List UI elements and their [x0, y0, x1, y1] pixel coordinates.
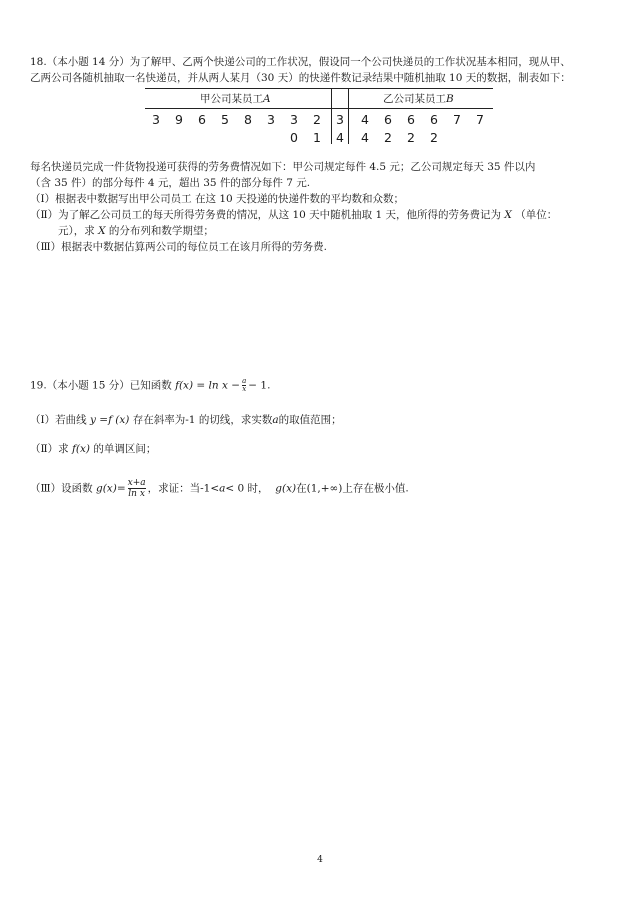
leaf-a: 6 — [198, 112, 206, 127]
q18-line1: 18.（本小题 14 分）为了解甲、乙两个快递公司的工作状况，假设同一个公司快递员的工作状况基本相同，现从甲、 — [30, 56, 571, 68]
leaf-a: 3 — [152, 112, 160, 127]
table-top-rule — [145, 88, 493, 89]
leaf-a: 1 — [313, 130, 321, 145]
q18-line4: （含 35 件）的部分每件 4 元，超出 35 件的部分每件 7 元. — [30, 177, 311, 189]
page-number: 4 — [317, 855, 323, 865]
leaf-a: 3 — [290, 112, 298, 127]
leaf-b: 2 — [430, 130, 438, 145]
leaf-a: 9 — [175, 112, 183, 127]
q18-line3: 每名快递员完成一件货物投递可获得的劳务费情况如下：甲公司规定每件 4.5 元；乙公司规定每天 35 件以内 — [30, 161, 536, 173]
q18-part3: （Ⅲ）根据表中数据估算两公司的每位员工在该月所得的劳务费. — [30, 241, 327, 253]
leaf-b: 2 — [407, 130, 415, 145]
leaf-a: 3 — [267, 112, 275, 127]
leaf-a: 2 — [313, 112, 321, 127]
q19-intro: 19.（本小题 15 分）已知函数 f(x) = ln x − $\frac{a}{x}$ − 1. — [30, 377, 271, 393]
fraction-g: $\frac{x+a}{\text{ln x}}$ — [127, 478, 146, 499]
leaf-a: 0 — [290, 130, 298, 145]
q19-part3: （Ⅲ）设函数 g(x)= $\frac{x+a}{\text{ln x}}$ ，求证：当-1<a< 0 时， g(x)在(1,+∞)上存在极小值. — [30, 478, 409, 499]
leaf-b: 6 — [407, 112, 415, 127]
q18-line2: 乙两公司各随机抽取一名快递员，并从两人某月（30 天）的快递件数记录结果中随机抽取 10 天的数据，制表如下： — [30, 72, 571, 84]
fraction-a-over-x: $\frac{a}{x}$ — [242, 377, 247, 393]
leaf-b: 6 — [430, 112, 438, 127]
leaf-b: 7 — [476, 112, 484, 127]
leaf-b: 2 — [384, 130, 392, 145]
leaf-b: 4 — [361, 130, 369, 145]
leaf-a: 5 — [221, 112, 229, 127]
header-company-a: 甲公司某员工A — [200, 93, 271, 105]
stem-leaf-table — [145, 88, 493, 144]
leaf-b: 4 — [361, 112, 369, 127]
header-company-b: 乙公司某员工B — [383, 93, 454, 105]
q18-part2-cont: 元），求 X 的分布列和数学期望； — [58, 225, 214, 237]
q19-part1: （Ⅰ）若曲线 y =f (x) 存在斜率为-1 的切线，求实数a的取值范围； — [30, 414, 342, 426]
table-header-rule — [145, 108, 493, 109]
leaf-b: 6 — [384, 112, 392, 127]
leaf-b: 7 — [453, 112, 461, 127]
stem: 4 — [336, 130, 344, 145]
q18-part1: （Ⅰ）根据表中数据写出甲公司员工 在这 10 天投递的快递件数的平均数和众数； — [30, 193, 405, 205]
leaf-a: 8 — [244, 112, 252, 127]
stem: 3 — [336, 112, 344, 127]
q18-part2: （Ⅱ）为了解乙公司员工的每天所得劳务费的情况，从这 10 天中随机抽取 1 天，他所得的劳务费记为 X （单位： — [30, 209, 558, 221]
q19-part2: （Ⅱ）求 f(x) 的单调区间； — [30, 443, 157, 455]
